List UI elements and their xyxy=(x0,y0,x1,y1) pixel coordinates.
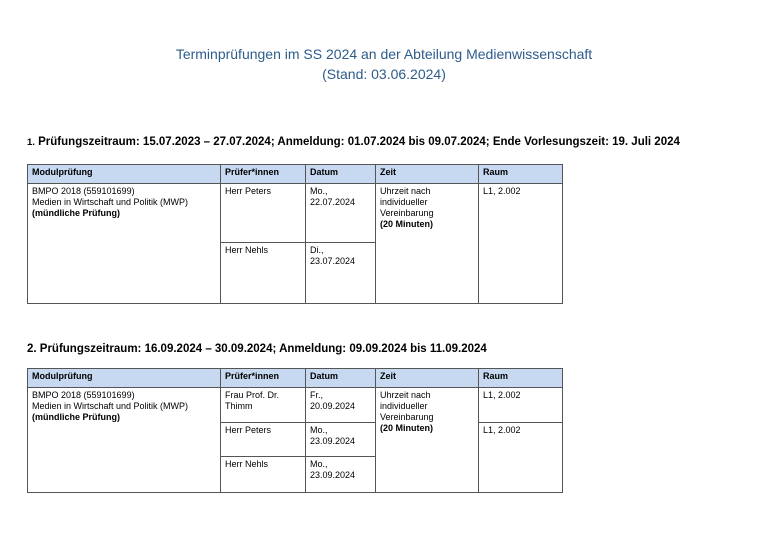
header-date: Datum xyxy=(306,165,376,184)
header-room: Raum xyxy=(479,369,563,388)
date-day: Fr., xyxy=(310,390,323,400)
date-cell xyxy=(306,423,376,457)
date-value: 20.09.2024 xyxy=(310,401,356,411)
section-1-heading xyxy=(27,136,680,148)
room-cell: L1, 2.002 xyxy=(479,388,563,423)
time-line-3: Vereinbarung xyxy=(380,208,434,218)
header-module: Modulprüfung xyxy=(28,165,221,184)
header-time: Zeit xyxy=(376,165,479,184)
time-duration: (20 Minuten) xyxy=(380,423,433,433)
date-day: Di., xyxy=(310,245,324,255)
module-code: BMPO 2018 (559101699) xyxy=(32,390,135,400)
examiner-line-2: Thimm xyxy=(225,401,253,411)
examiner-cell xyxy=(221,388,306,423)
table-row xyxy=(28,388,563,423)
date-value: 22.07.2024 xyxy=(310,197,356,207)
header-examiner: Prüfer*innen xyxy=(221,369,306,388)
date-cell xyxy=(306,243,376,304)
header-room: Raum xyxy=(479,165,563,184)
table-header-row xyxy=(28,369,563,388)
title-line-1: Terminprüfungen im SS 2024 an der Abteilung Medienwissenschaft xyxy=(175,46,593,62)
document-title xyxy=(0,44,768,84)
examiner-cell: Herr Peters xyxy=(221,184,306,243)
time-cell xyxy=(376,184,479,304)
exam-table-1 xyxy=(27,164,563,304)
title-line-2: (Stand: 03.06.2024) xyxy=(322,66,446,82)
module-code: BMPO 2018 (559101699) xyxy=(32,186,135,196)
date-day: Mo., xyxy=(310,186,328,196)
table-row xyxy=(28,184,563,243)
module-name: Medien in Wirtschaft und Politik (MWP) xyxy=(32,401,189,411)
module-exam-type: (mündliche Prüfung) xyxy=(32,208,120,218)
time-cell xyxy=(376,388,479,493)
time-line-2: individueller xyxy=(380,197,428,207)
header-time: Zeit xyxy=(376,369,479,388)
time-line-3: Vereinbarung xyxy=(380,412,434,422)
examiner-cell: Herr Nehls xyxy=(221,243,306,304)
date-cell xyxy=(306,457,376,493)
module-cell xyxy=(28,388,221,493)
section-1-heading-text: Prüfungszeitraum: 15.07.2023 – 27.07.2024; Anmeldung: 01.07.2024 bis 09.07.2024; Ende Vorlesungszeit: 19. Juli 2024 xyxy=(38,136,680,148)
module-name: Medien in Wirtschaft und Politik (MWP) xyxy=(32,197,189,207)
exam-table-2 xyxy=(27,368,563,493)
date-value: 23.09.2024 xyxy=(310,436,356,446)
time-duration: (20 Minuten) xyxy=(380,219,433,229)
module-cell xyxy=(28,184,221,304)
section-1-number: 1. xyxy=(27,137,35,148)
module-exam-type: (mündliche Prüfung) xyxy=(32,412,120,422)
examiner-line-1: Frau Prof. Dr. xyxy=(225,390,280,400)
room-cell: L1, 2.002 xyxy=(479,184,563,304)
date-value: 23.09.2024 xyxy=(310,470,356,480)
table-header-row xyxy=(28,165,563,184)
examiner-cell: Herr Peters xyxy=(221,423,306,457)
time-line-1: Uhrzeit nach xyxy=(380,186,431,196)
date-day: Mo., xyxy=(310,425,328,435)
examiner-cell: Herr Nehls xyxy=(221,457,306,493)
room-cell: L1, 2.002 xyxy=(479,423,563,493)
header-examiner: Prüfer*innen xyxy=(221,165,306,184)
time-line-1: Uhrzeit nach xyxy=(380,390,431,400)
date-cell xyxy=(306,388,376,423)
header-date: Datum xyxy=(306,369,376,388)
date-day: Mo., xyxy=(310,459,328,469)
section-2-heading: 2. Prüfungszeitraum: 16.09.2024 – 30.09.2024; Anmeldung: 09.09.2024 bis 11.09.2024 xyxy=(27,343,487,355)
time-line-2: individueller xyxy=(380,401,428,411)
date-cell xyxy=(306,184,376,243)
header-module: Modulprüfung xyxy=(28,369,221,388)
date-value: 23.07.2024 xyxy=(310,256,356,266)
